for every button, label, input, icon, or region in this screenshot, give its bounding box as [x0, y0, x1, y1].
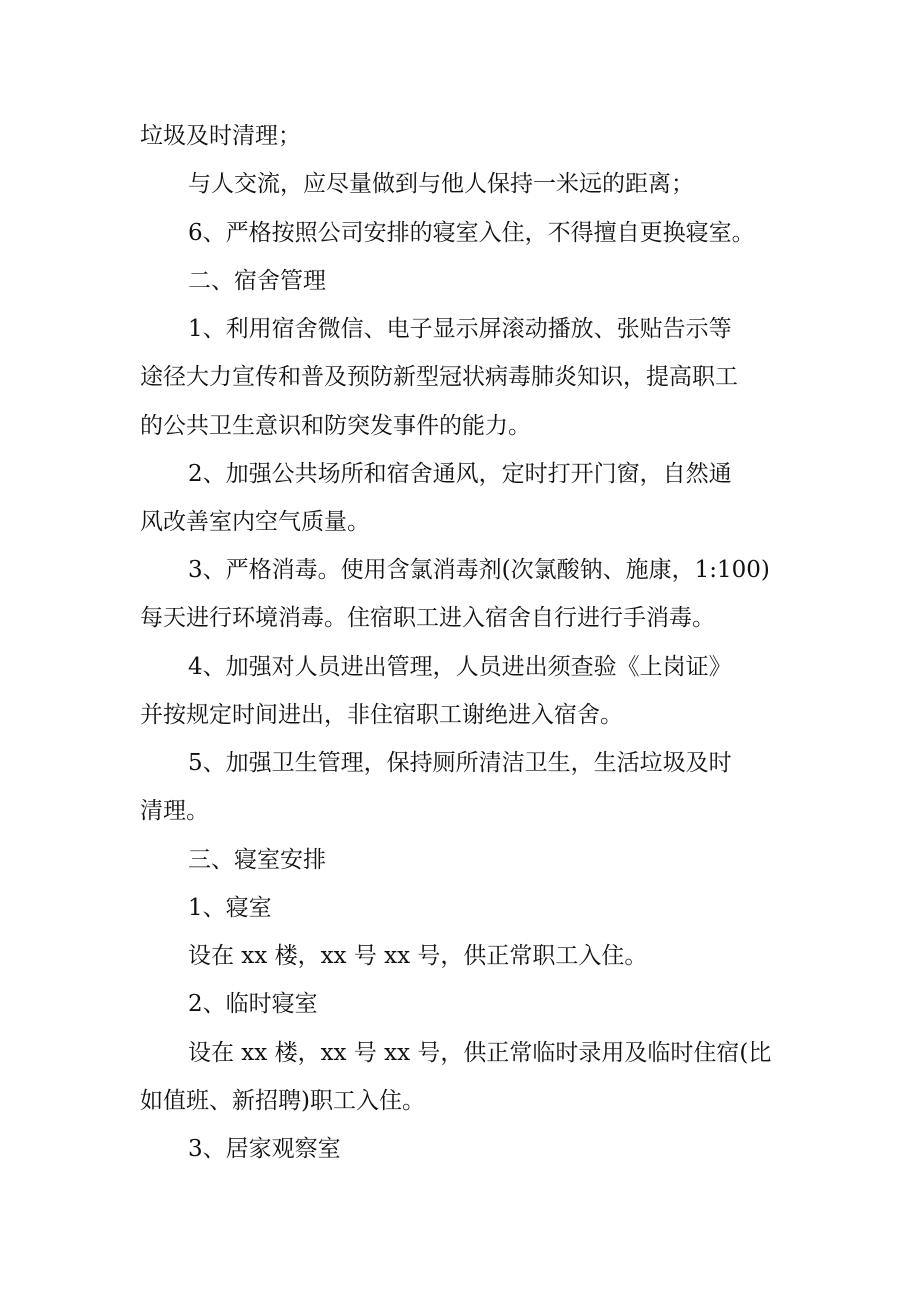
text-line: 6、严格按照公司安排的寝室入住，不得擅自更换寝室。 — [188, 220, 755, 246]
text-line: 3、严格消毒。使用含氯消毒剂(次氯酸钠、施康，1:100) — [188, 557, 770, 583]
text-line: 的公共卫生意识和防突发事件的能力。 — [140, 413, 531, 439]
text-line: 与人交流，应尽量做到与他人保持一米远的距离； — [188, 171, 694, 197]
text-line: 垃圾及时清理； — [140, 123, 301, 149]
text-line: 风改善室内空气质量。 — [140, 509, 370, 535]
subsection-heading: 3、居家观察室 — [188, 1136, 341, 1162]
text-line: 2、加强公共场所和宿舍通风，定时打开门窗，自然通 — [188, 461, 732, 487]
text-line: 设在 xx 楼，xx 号 xx 号，供正常职工入住。 — [188, 943, 648, 969]
text-line: 每天进行环境消毒。住宿职工进入宿舍自行进行手消毒。 — [140, 605, 715, 631]
text-line: 设在 xx 楼，xx 号 xx 号，供正常临时录用及临时住宿(比 — [188, 1040, 772, 1066]
text-line: 并按规定时间进出，非住宿职工谢绝进入宿舍。 — [140, 702, 623, 728]
subsection-heading: 1、寝室 — [188, 895, 272, 921]
text-line: 1、利用宿舍微信、电子显示屏滚动播放、张贴告示等 — [188, 316, 732, 342]
text-line: 5、加强卫生管理，保持厕所清洁卫生，生活垃圾及时 — [188, 750, 732, 776]
section-heading: 二、宿舍管理 — [188, 268, 326, 294]
subsection-heading: 2、临时寝室 — [188, 991, 318, 1017]
text-line: 如值班、新招聘)职工入住。 — [140, 1088, 425, 1114]
text-line: 清理。 — [140, 798, 209, 824]
text-line: 途径大力宣传和普及预防新型冠状病毒肺炎知识，提高职工 — [140, 364, 738, 390]
section-heading: 三、寝室安排 — [188, 847, 326, 873]
text-line: 4、加强对人员进出管理，人员进出须查验《上岗证》 — [188, 654, 732, 680]
